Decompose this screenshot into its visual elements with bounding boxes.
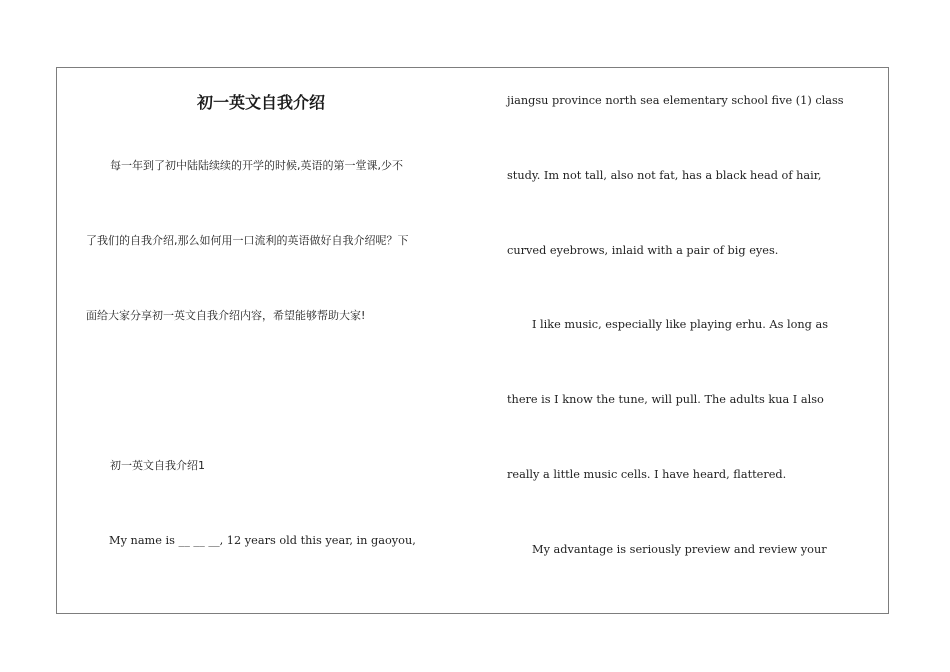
page-frame bbox=[56, 67, 889, 614]
intro-line-2: 了我们的自我介绍,那么如何用一口流利的英语做好自我介绍呢？下 bbox=[86, 234, 409, 247]
intro-line-1: 每一年到了初中陆陆续续的开学的时候,英语的第一堂课,少不 bbox=[110, 159, 403, 172]
body-line-left: My name is __ __ __, 12 years old this year, in gaoyou, bbox=[109, 534, 416, 547]
intro-line-3: 面给大家分享初一英文自我介绍内容，希望能够帮助大家! bbox=[86, 309, 366, 322]
body-line-right-1: jiangsu province north sea elementary school five (1) class bbox=[507, 94, 844, 107]
body-line-right-6: really a little music cells. I have heard, flattered. bbox=[507, 468, 787, 481]
body-line-right-3: curved eyebrows, inlaid with a pair of big eyes. bbox=[507, 244, 779, 257]
body-line-right-7: My advantage is seriously preview and review your bbox=[532, 543, 827, 556]
body-line-right-2: study. Im not tall, also not fat, has a black head of hair, bbox=[507, 169, 822, 182]
section-subheading: 初一英文自我介绍1 bbox=[110, 459, 205, 472]
body-line-right-5: there is I know the tune, will pull. The adults kua I also bbox=[507, 393, 824, 406]
body-line-right-4: I like music, especially like playing erhu. As long as bbox=[532, 318, 829, 331]
document-title: 初一英文自我介绍 bbox=[196, 93, 325, 112]
